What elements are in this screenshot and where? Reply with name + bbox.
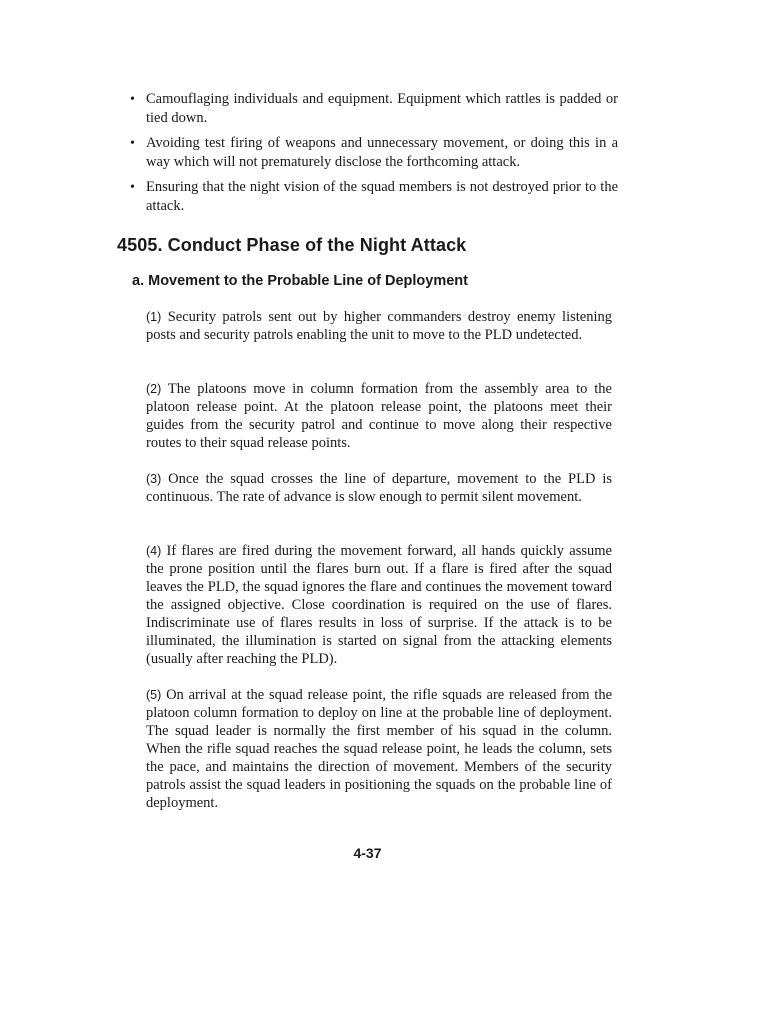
page-number: 4-37 [353, 845, 382, 861]
paragraph-4 [146, 542, 612, 668]
paragraph-text: If flares are fired during the movement forward, all hands quickly assume the prone position until the flares burn out. If a flare is fired after the squad leaves the PLD, the squad ignores the flare and continues the movement toward the assigned objective. Close coordination is required on the use of flares. Indiscriminate use of flares results in loss of surprise. If the attack is to be illuminated, the illumination is started on signal from the attacking elements (usually after reaching the PLD). [146, 543, 612, 667]
paragraph-5 [146, 686, 612, 812]
bullet-text: Ensuring that the night vision of the squad members is not destroyed prior to the attack. [146, 179, 618, 214]
bullet-list [130, 90, 618, 222]
bullet-icon: • [130, 136, 135, 151]
paragraph-3 [146, 470, 612, 506]
subsection-heading: a. Movement to the Probable Line of Deployment [132, 273, 468, 289]
paragraph-number: (5) [146, 688, 162, 702]
paragraph-number: (2) [146, 382, 162, 396]
bullet-item [130, 134, 618, 172]
bullet-text: Camouflaging individuals and equipment. Equipment which rattles is padded or tied down. [146, 91, 618, 126]
bullet-icon: • [130, 92, 135, 107]
paragraph-number: (4) [146, 544, 162, 558]
paragraph-text: The platoons move in column formation from the assembly area to the platoon release point. At the platoon release point, the platoons meet their guides from the security patrol and continue to move along their respective routes to their squad release points. [146, 381, 612, 451]
paragraph-1 [146, 308, 612, 344]
paragraph-text: Once the squad crosses the line of departure, movement to the PLD is continuous. The rate of advance is slow enough to permit silent movement. [146, 471, 612, 505]
bullet-text: Avoiding test firing of weapons and unnecessary movement, or doing this in a way which will not prematurely disclose the forthcoming attack. [146, 135, 618, 170]
paragraph-text: On arrival at the squad release point, the rifle squads are released from the platoon column formation to deploy on line at the probable line of deployment. The squad leader is normally the first member of his squad in the column. When the rifle squad reaches the squad release point, he leads the column, sets the pace, and maintains the direction of movement. Members of the security patrols assist the squad leaders in positioning the squads on the probable line of deployment. [146, 687, 613, 811]
section-heading: 4505. Conduct Phase of the Night Attack [117, 235, 467, 255]
paragraph-text: Security patrols sent out by higher commanders destroy enemy listening posts and security patrols enabling the unit to move to the PLD undetected. [146, 309, 612, 343]
bullet-icon: • [130, 180, 135, 195]
paragraph-number: (3) [146, 472, 162, 486]
bullet-item [130, 178, 618, 216]
bullet-item [130, 90, 618, 128]
paragraph-number: (1) [146, 310, 162, 324]
paragraph-2 [146, 380, 612, 452]
